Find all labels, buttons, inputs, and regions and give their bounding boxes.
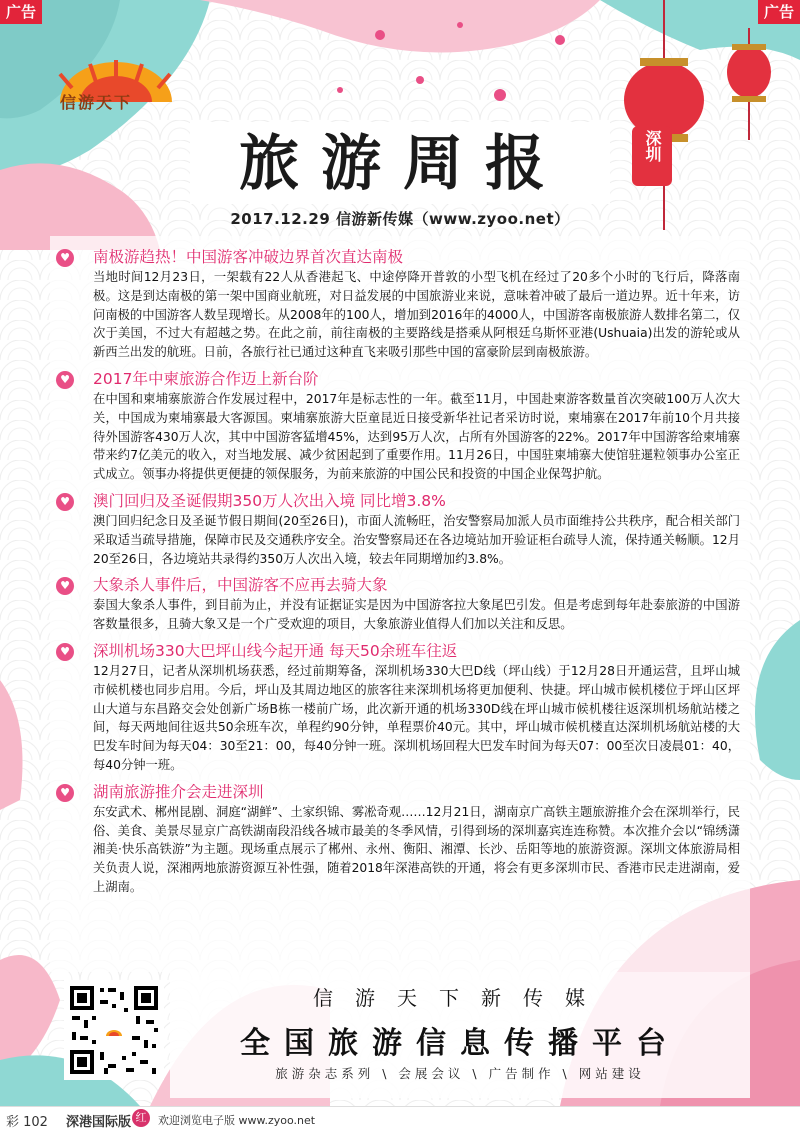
page-number: 彩 102 bbox=[6, 1115, 48, 1130]
footer-brand: 信游天下新传媒 bbox=[313, 986, 607, 1010]
article-body: 在中国和柬埔寨旅游合作发展过程中，2017年是标志性的一年。截至11月，中国赴柬游客数量首次突破100万人次大关，中国成为柬埔寨最大客源国。柬埔寨旅游大臣童昆近日接受新华社记者采访时说，柬埔寨在2017年前10个月共接待外国游客430万人次，其中中国游客猛增45%，达到95万人次，占所有外国游客的22%。2017年中国游客给柬埔寨带来约7亿美元的收入，对当地发展、减少贫困起到了重要作用。11月26日，中国驻柬埔寨大使馆驻暹粒领事办公室正式成立。领事办将提供更便捷的领保服务，为前来旅游的中国公民和投资的中国企业保驾护航。 bbox=[93, 391, 740, 482]
article-heading[interactable]: 大象杀人事件后，中国游客不应再去骑大象 bbox=[93, 576, 388, 595]
article-body: 泰国大象杀人事件，到目前为止，并没有证据证实是因为中国游客拉大象尾巴引发。但是考虑到每年赴泰旅游的中国游客数量很多，且骑大象又是一个广受欢迎的项目，大象旅游业值得人们加以关注和反思。 bbox=[93, 598, 740, 632]
website-link[interactable]: 欢迎浏览电子版 www.zyoo.net bbox=[158, 1114, 316, 1127]
logo-text: 信游天下 bbox=[60, 93, 133, 112]
qr-code-icon bbox=[66, 982, 162, 1078]
city-stamp bbox=[632, 126, 672, 186]
heart-icon: ♥ bbox=[56, 493, 74, 511]
article-item bbox=[60, 490, 740, 568]
article-item bbox=[60, 368, 740, 484]
ad-label-left: 广告 bbox=[0, 0, 42, 24]
article-body: 12月27日，记者从深圳机场获悉，经过前期筹备，深圳机场330大巴D线（坪山线）于12月28日开通运营，且坪山城市候机楼也同步启用。今后，坪山及其周边地区的旅客往来深圳机场将更加便利、快捷。坪山城市候机楼位于坪山区坪山大道与东昌路交会处创新广场B栋一楼前广场，此次新开通的机场330D线在坪山城市候机楼往返深圳机场航站楼之间，每天两地间往返共50余班车次，单程约90分钟，单程票价40元。其中，坪山城市候机楼直达深圳机场航站楼的大巴发车时间为每天04：30至21：00，每40分钟一班。深圳机场回程大巴发车时间为每天07：00至次日凌晨01：40，每40分钟一班。 bbox=[93, 663, 740, 772]
articles-list bbox=[60, 246, 740, 903]
article-body: 当地时间12月23日，一架载有22人从香港起飞、中途停降开普敦的小型飞机在经过了20多个小时的飞行后，降落南极。这是到达南极的第一架中国商业航班，对日益发展的中国旅游业来说，意味着冲破了最后一道边界。近十年来，访问南极的中国游客人数呈现增长。从2008年的100人，增加到2016年的4000人，中国游客南极旅游人数排名第二，仅次于美国，不过大有超越之势。在此之前，前往南极的主要路线是搭乘从阿根廷乌斯怀亚港(Ushuaia)出发的游轮或从新西兰出发的航班。日前，各旅行社已通过这种直飞来吸引那些中国的富豪阶层到南极旅游。 bbox=[93, 270, 740, 360]
heart-icon: ♥ bbox=[56, 249, 74, 267]
heart-icon: ♥ bbox=[56, 371, 74, 389]
article-heading[interactable]: 南极游趋热！中国游客冲破边界首次直达南极 bbox=[93, 248, 404, 266]
edition-badge: 红 bbox=[132, 1109, 150, 1127]
article-body: 澳门回归纪念日及圣诞节假日期间(20至26日)，市面人流畅旺，治安警察局加派人员市面维持公共秩序，配合相关部门采取适当疏导措施，保障市民及交通秩序安全。治安警察局还在各边境站加开验证柜台疏导人流，保持通关畅顺。12月20至26日，各边境站共录得约350万人次出入境，较去年同期增加约3.8%。 bbox=[93, 513, 740, 566]
article-heading[interactable]: 湖南旅游推介会走进深圳 bbox=[93, 782, 264, 801]
article-item bbox=[60, 640, 740, 775]
article-heading[interactable]: 2017年中柬旅游合作迈上新台阶 bbox=[93, 369, 319, 388]
heart-icon: ♥ bbox=[56, 643, 74, 661]
ad-label-right: 广告 bbox=[758, 0, 800, 24]
page-title: 旅游周报 bbox=[239, 129, 567, 199]
page-subtitle: 2017.12.29 信游新传媒（www.zyoo.net） bbox=[230, 210, 570, 228]
city-stamp-text: 深圳 bbox=[643, 130, 662, 162]
heart-icon: ♥ bbox=[56, 784, 74, 802]
heart-icon: ♥ bbox=[56, 577, 74, 595]
edition-label: 深港国际版 bbox=[66, 1115, 132, 1130]
article-body: 东安武术、郴州昆剧、洞庭“湖鲜”、土家织锦、雾凇奇观……12月21日，湖南京广高铁主题旅游推介会在深圳举行，民俗、美食、美景尽显京广高铁湖南段沿线各城市最美的冬季风情，引得到场的深圳嘉宾连连称赞。本次推介会以“锦绣潇湘美·快乐高铁游”为主题。现场重点展示了郴州、永州、衡阳、湘潭、长沙、岳阳等地的旅游资源。深圳文体旅游局相关负责人说，深湘两地旅游资源互补性强，随着2018年深港高铁的开通，将会有更多深圳市民、香港市民走进湖南，爱上湖南。 bbox=[93, 804, 740, 894]
article-heading[interactable]: 深圳机场330大巴坪山线今起开通 每天50余班车往返 bbox=[93, 641, 458, 660]
footer-services: 旅游杂志系列 \ 会展会议 \ 广告制作 \ 网站建设 bbox=[275, 1066, 645, 1081]
article-item bbox=[60, 574, 740, 634]
qr-code[interactable] bbox=[64, 980, 164, 1080]
footer-slogan: 全国旅游信息传播平台 bbox=[240, 1026, 680, 1061]
article-item bbox=[60, 246, 740, 362]
bottom-bar bbox=[0, 1106, 800, 1130]
article-item bbox=[60, 781, 740, 897]
article-heading[interactable]: 澳门回归及圣诞假期350万人次出入境 同比增3.8% bbox=[93, 491, 446, 510]
